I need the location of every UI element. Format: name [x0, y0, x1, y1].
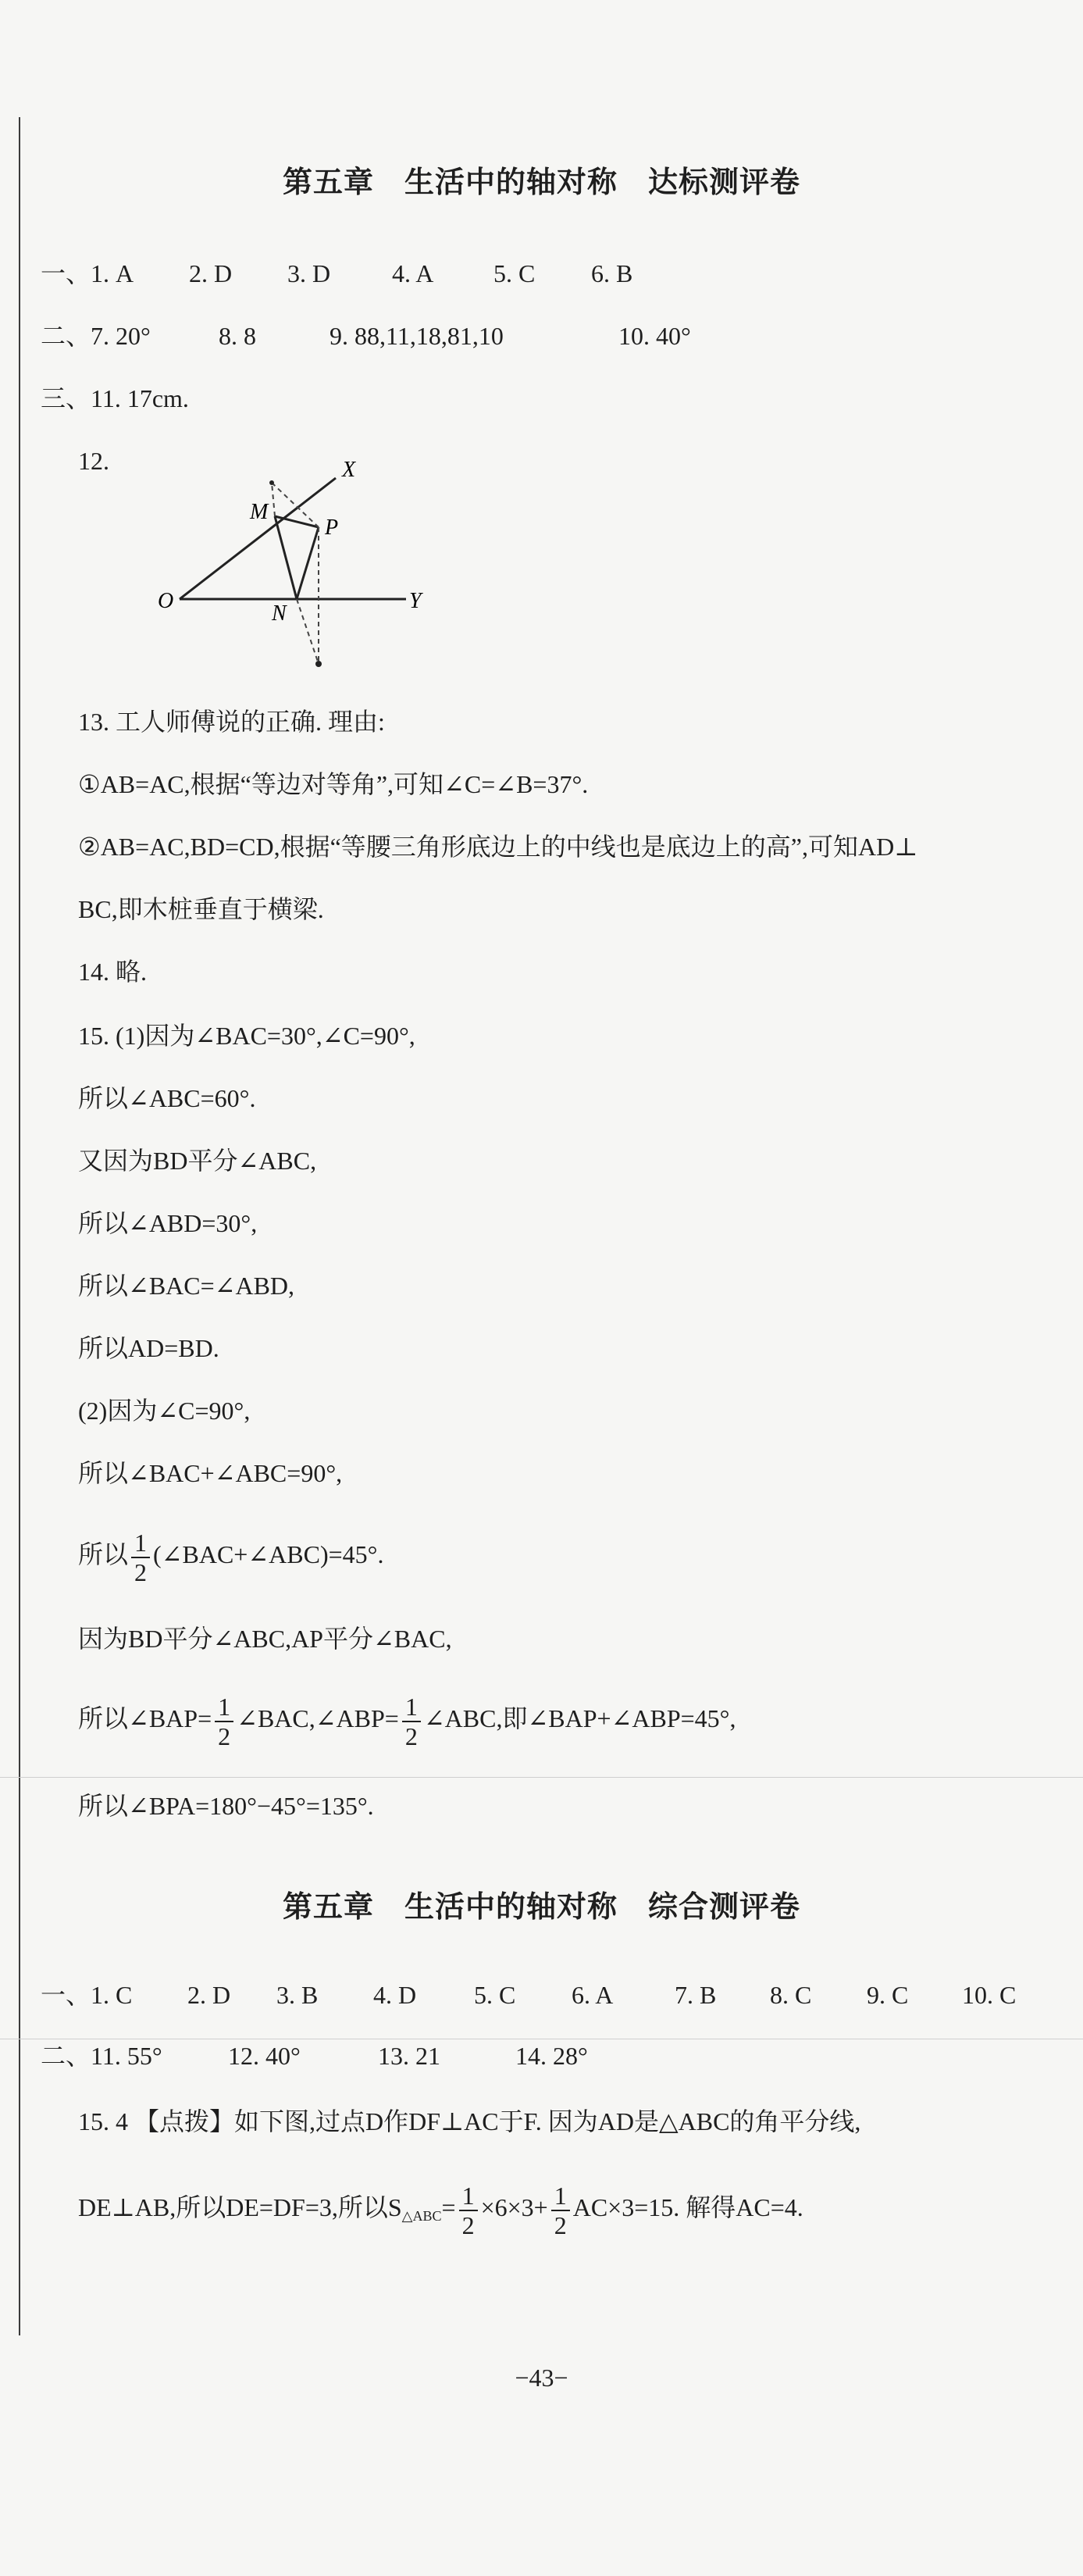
- s1-choice-5: 5. C: [493, 259, 536, 287]
- half-post: (∠BAC+∠ABC)=45°.: [153, 1540, 384, 1568]
- s1-fill-9: 9. 88,11,18,81,10: [330, 322, 504, 350]
- frac-num: 1: [551, 2182, 570, 2211]
- s1-q13-a: ①AB=AC,根据“等边对等角”,可知∠C=∠B=37°.: [78, 770, 589, 798]
- fraction-half: [131, 1529, 150, 1586]
- label-y: Y: [409, 589, 422, 613]
- s1-q13-b: ②AB=AC,BD=CD,根据“等腰三角形底边上的中线也是底边上的高”,可知AD⊥: [78, 833, 918, 861]
- q15b-eq: =: [441, 2193, 456, 2221]
- s1-q15-line3: 又因为BD平分∠ABC,: [78, 1147, 317, 1175]
- s1-choice-2: 2. D: [189, 259, 233, 287]
- q15b-sub: △ABC: [401, 2208, 442, 2224]
- label-n: N: [272, 601, 287, 626]
- margin-rule: [19, 117, 20, 2335]
- fraction-half: [459, 2182, 478, 2239]
- s1-q12-label: 12.: [78, 447, 109, 475]
- s2-choice-1: 一、1. C: [41, 1981, 133, 2009]
- fraction-half: [215, 1693, 233, 1750]
- s2-choice-8: 8. C: [770, 1981, 812, 2009]
- frac-num: 1: [215, 1693, 233, 1722]
- s1-q15-line1: 15. (1)因为∠BAC=30°,∠C=90°,: [78, 1022, 415, 1050]
- frac-den: 2: [134, 1557, 148, 1586]
- angle-b: ∠BAC,∠ABP=: [237, 1704, 399, 1732]
- frac-den: 2: [554, 2210, 567, 2239]
- s1-q15-line2: 所以∠ABC=60°.: [78, 1084, 256, 1112]
- frac-den: 2: [218, 1721, 231, 1750]
- s1-q15-line7: (2)因为∠C=90°,: [78, 1397, 251, 1425]
- s2-fill-11: 二、11. 55°: [41, 2042, 162, 2070]
- s1-q11: 三、11. 17cm.: [41, 384, 189, 412]
- s2-choice-3: 3. B: [276, 1981, 319, 2009]
- s1-fill-8: 8. 8: [219, 322, 256, 350]
- s1-q15-angle-line: [78, 1687, 736, 1750]
- s1-fill-7: 二、7. 20°: [41, 322, 151, 350]
- frac-num: 1: [402, 1693, 421, 1722]
- frac-den: 2: [461, 2210, 475, 2239]
- s1-q15-line6: 所以AD=BD.: [78, 1334, 219, 1362]
- label-o: O: [158, 589, 174, 613]
- s2-fill-12: 12. 40°: [228, 2042, 301, 2070]
- s1-choice-4: 4. A: [392, 259, 434, 287]
- fraction-half: [402, 1693, 421, 1750]
- s2-choice-2: 2. D: [187, 1981, 231, 2009]
- s1-q15-last: 所以∠BPA=180°−45°=135°.: [78, 1792, 374, 1820]
- s2-q15-a: 15. 4 【点拨】如下图,过点D作DF⊥AC于F. 因为AD是△ABC的角平分线,: [78, 2107, 861, 2135]
- s2-choice-9: 9. C: [867, 1981, 909, 2009]
- label-p: P: [325, 516, 339, 540]
- frac-num: 1: [459, 2182, 478, 2211]
- angle-c: ∠ABC,即∠BAP+∠ABP=45°,: [423, 1704, 736, 1732]
- s1-q13-c: BC,即木桩垂直于横梁.: [78, 895, 324, 923]
- s1-choice-3: 3. D: [287, 259, 331, 287]
- fraction-half: [551, 2182, 570, 2239]
- s1-q15-line8: 所以∠BAC+∠ABC=90°,: [78, 1459, 343, 1487]
- scan-fold-line: [0, 1777, 1083, 1778]
- s2-choice-4: 4. D: [373, 1981, 417, 2009]
- s1-q15-bisect: 因为BD平分∠ABC,AP平分∠BAC,: [78, 1625, 452, 1653]
- half-pre: 所以: [78, 1540, 129, 1568]
- s1-choice-1: 一、1. A: [41, 259, 134, 287]
- s2-choice-6: 6. A: [572, 1981, 614, 2009]
- q15b-pre: DE⊥AB,所以DE=DF=3,所以S: [78, 2193, 402, 2221]
- s1-fill-10: 10. 40°: [618, 322, 691, 350]
- s1-q15-line4: 所以∠ABD=30°,: [78, 1209, 258, 1237]
- s1-q15-line5: 所以∠BAC=∠ABD,: [78, 1272, 295, 1300]
- q12-figure: [148, 437, 437, 687]
- page-number: −43−: [515, 2364, 568, 2392]
- frac-den: 2: [404, 1721, 418, 1750]
- s1-q15-half-line: [78, 1523, 383, 1586]
- s2-q15-b: [78, 2176, 803, 2247]
- s1-choice-6: 6. B: [591, 259, 633, 287]
- s2-fill-14: 14. 28°: [515, 2042, 588, 2070]
- frac-num: 1: [131, 1529, 150, 1558]
- q15b-post: AC×3=15. 解得AC=4.: [572, 2193, 803, 2221]
- angle-a: 所以∠BAP=: [78, 1704, 212, 1732]
- s2-fill-13: 13. 21: [378, 2042, 440, 2070]
- s2-choice-7: 7. B: [675, 1981, 717, 2009]
- label-m: M: [250, 500, 269, 524]
- s1-q13: 13. 工人师傅说的正确. 理由:: [78, 708, 385, 736]
- s2-choice-10: 10. C: [962, 1981, 1017, 2009]
- section1-title: 第五章 生活中的轴对称 达标测评卷: [282, 165, 800, 199]
- q15b-mid: ×6×3+: [480, 2193, 548, 2221]
- s1-q14: 14. 略.: [78, 958, 148, 986]
- s2-choice-5: 5. C: [474, 1981, 516, 2009]
- label-x: X: [342, 458, 356, 482]
- section2-title: 第五章 生活中的轴对称 综合测评卷: [282, 1889, 800, 1924]
